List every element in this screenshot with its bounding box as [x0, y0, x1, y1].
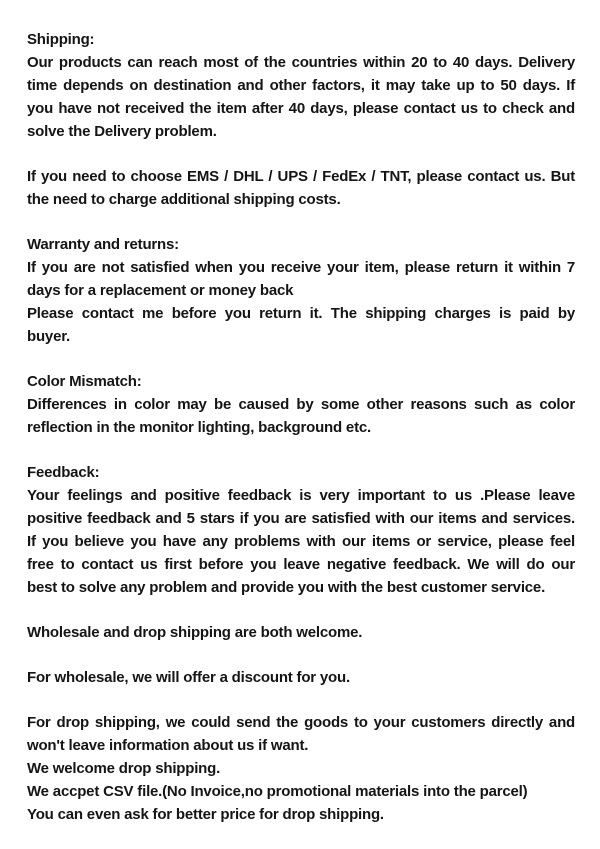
text-line: We welcome drop shipping.: [27, 760, 221, 777]
section-express-couriers: [27, 165, 575, 211]
warranty-heading: Warranty and returns:: [27, 236, 179, 253]
text-line: For drop shipping, we could send the goods to your customers directly and: [27, 714, 575, 731]
text-line: won't leave information about us if want.: [27, 737, 309, 754]
shipping-heading: Shipping:: [27, 31, 95, 48]
text-line: Your feelings and positive feedback is very important to us .Please leave: [27, 487, 575, 504]
text-line: If you need to choose EMS / DHL / UPS / FedEx / TNT, please contact us. But: [27, 168, 575, 185]
section-warranty-returns: [27, 233, 575, 348]
text-line: Our products can reach most of the countries within 20 to 40 days. Delivery: [27, 54, 575, 71]
text-line: you have not received the item after 40 days, please contact us to check and: [27, 100, 575, 117]
text-line: best to solve any problem and provide you with the best customer service.: [27, 579, 546, 596]
text-line: We accpet CSV file.(No Invoice,no promotional materials into the parcel): [27, 783, 528, 800]
color-mismatch-heading: Color Mismatch:: [27, 373, 142, 390]
section-wholesale-dropship-welcome: [27, 621, 575, 644]
text-line: time depends on destination and other factors, it may take up to 50 days. If: [27, 77, 575, 94]
text-line: Please contact me before you return it. The shipping charges is paid by: [27, 305, 575, 322]
text-line: buyer.: [27, 328, 70, 345]
text-line: If you are not satisfied when you receive your item, please return it within 7: [27, 259, 575, 276]
section-feedback: [27, 461, 575, 599]
text-line: For wholesale, we will offer a discount for you.: [27, 669, 350, 686]
text-line: positive feedback and 5 stars if you are satisfied with our items and services.: [27, 510, 575, 527]
text-line: days for a replacement or money back: [27, 282, 294, 299]
text-line: You can even ask for better price for drop shipping.: [27, 806, 384, 823]
text-line: free to contact us first before you leave negative feedback. We will do our: [27, 556, 575, 573]
text-line: Wholesale and drop shipping are both welcome.: [27, 624, 363, 641]
text-line: If you believe you have any problems with our items or service, please feel: [27, 533, 575, 550]
text-line: reflection in the monitor lighting, background etc.: [27, 419, 371, 436]
text-line: solve the Delivery problem.: [27, 123, 217, 140]
text-line: Differences in color may be caused by some other reasons such as color: [27, 396, 575, 413]
section-wholesale-discount: [27, 666, 575, 689]
feedback-heading: Feedback:: [27, 464, 100, 481]
section-shipping: [27, 28, 575, 143]
section-color-mismatch: [27, 370, 575, 439]
text-line: the need to charge additional shipping costs.: [27, 191, 341, 208]
section-drop-shipping: [27, 711, 575, 826]
